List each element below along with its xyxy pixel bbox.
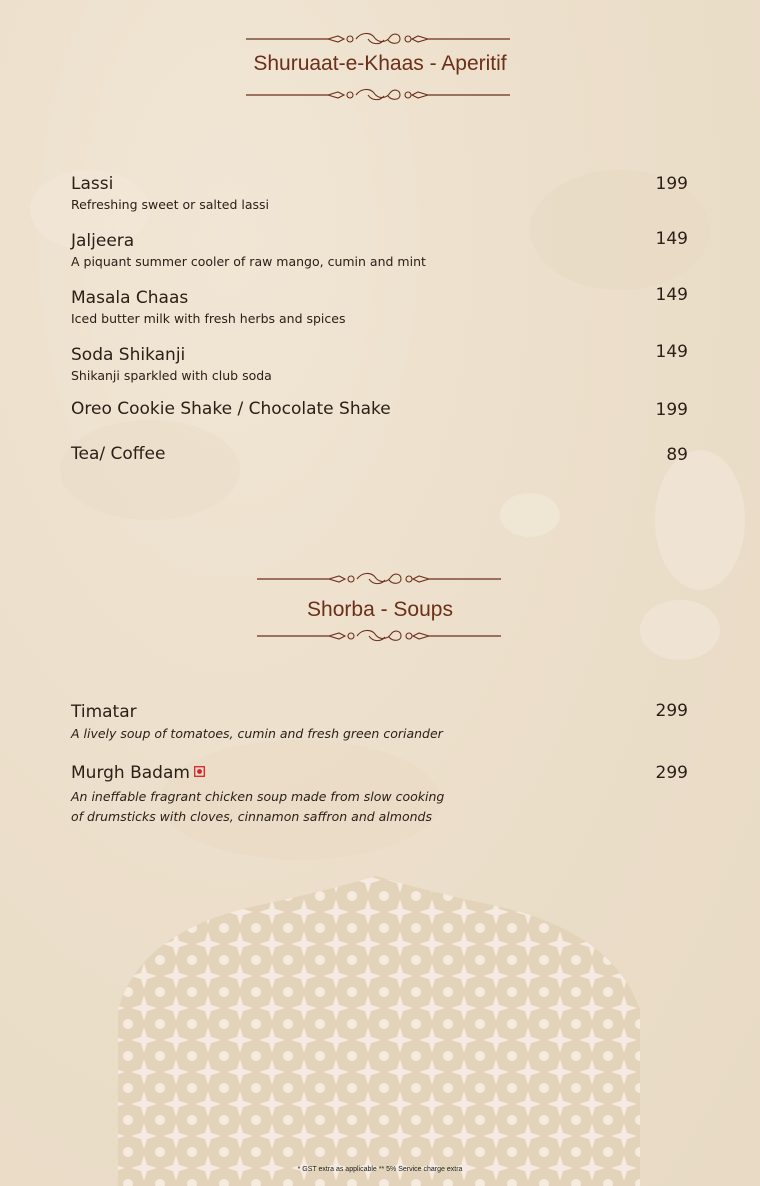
- item-price-lassi: 199: [655, 174, 688, 194]
- item-desc-murgh-badam-line-1: An ineffable fragrant chicken soup made from slow cooking: [71, 789, 445, 804]
- item-name-shake: Oreo Cookie Shake / Chocolate Shake: [71, 399, 391, 419]
- item-price-tea-coffee: 89: [666, 445, 688, 465]
- item-price-masala-chaas: 149: [655, 285, 688, 305]
- top-ornament-divider: [246, 31, 510, 47]
- item-name-tea-coffee: Tea/ Coffee: [71, 444, 166, 464]
- item-desc-masala-chaas: Iced butter milk with fresh herbs and spices: [71, 311, 346, 326]
- item-name-jaljeera: Jaljeera: [71, 231, 135, 251]
- top-ornament-divider: [257, 571, 501, 587]
- item-desc-jaljeera: A piquant summer cooler of raw mango, cumin and mint: [71, 254, 426, 269]
- bottom-ornament-divider: [257, 628, 501, 644]
- item-name-murgh-badam: [71, 763, 205, 783]
- section-title-aperitif: Shuruaat-e-Khaas - Aperitif: [253, 52, 507, 75]
- item-name-text: Murgh Badam: [71, 763, 190, 783]
- item-price-timatar: 299: [655, 701, 688, 721]
- item-desc-lassi: Refreshing sweet or salted lassi: [71, 197, 270, 212]
- item-price-jaljeera: 149: [655, 229, 688, 249]
- lattice-arch: [118, 876, 640, 1186]
- item-name-lassi: Lassi: [71, 174, 114, 194]
- item-name-masala-chaas: Masala Chaas: [71, 288, 189, 308]
- item-name-soda-shikanji: Soda Shikanji: [71, 345, 186, 365]
- non-veg-icon: [194, 766, 205, 777]
- item-name-timatar: Timatar: [71, 702, 137, 722]
- item-price-soda-shikanji: 149: [655, 342, 688, 362]
- item-price-murgh-badam: 299: [655, 763, 688, 783]
- footer-note: * GST extra as applicable ** 5% Service charge extra: [297, 1166, 463, 1173]
- item-price-shake: 199: [655, 400, 688, 420]
- item-desc-soda-shikanji: Shikanji sparkled with club soda: [71, 368, 272, 383]
- section-title-soups: Shorba - Soups: [307, 598, 453, 621]
- item-desc-murgh-badam-line-2: of drumsticks with cloves, cinnamon saffron and almonds: [71, 809, 432, 824]
- item-desc-timatar: A lively soup of tomatoes, cumin and fresh green coriander: [71, 726, 443, 741]
- bottom-ornament-divider: [246, 87, 510, 103]
